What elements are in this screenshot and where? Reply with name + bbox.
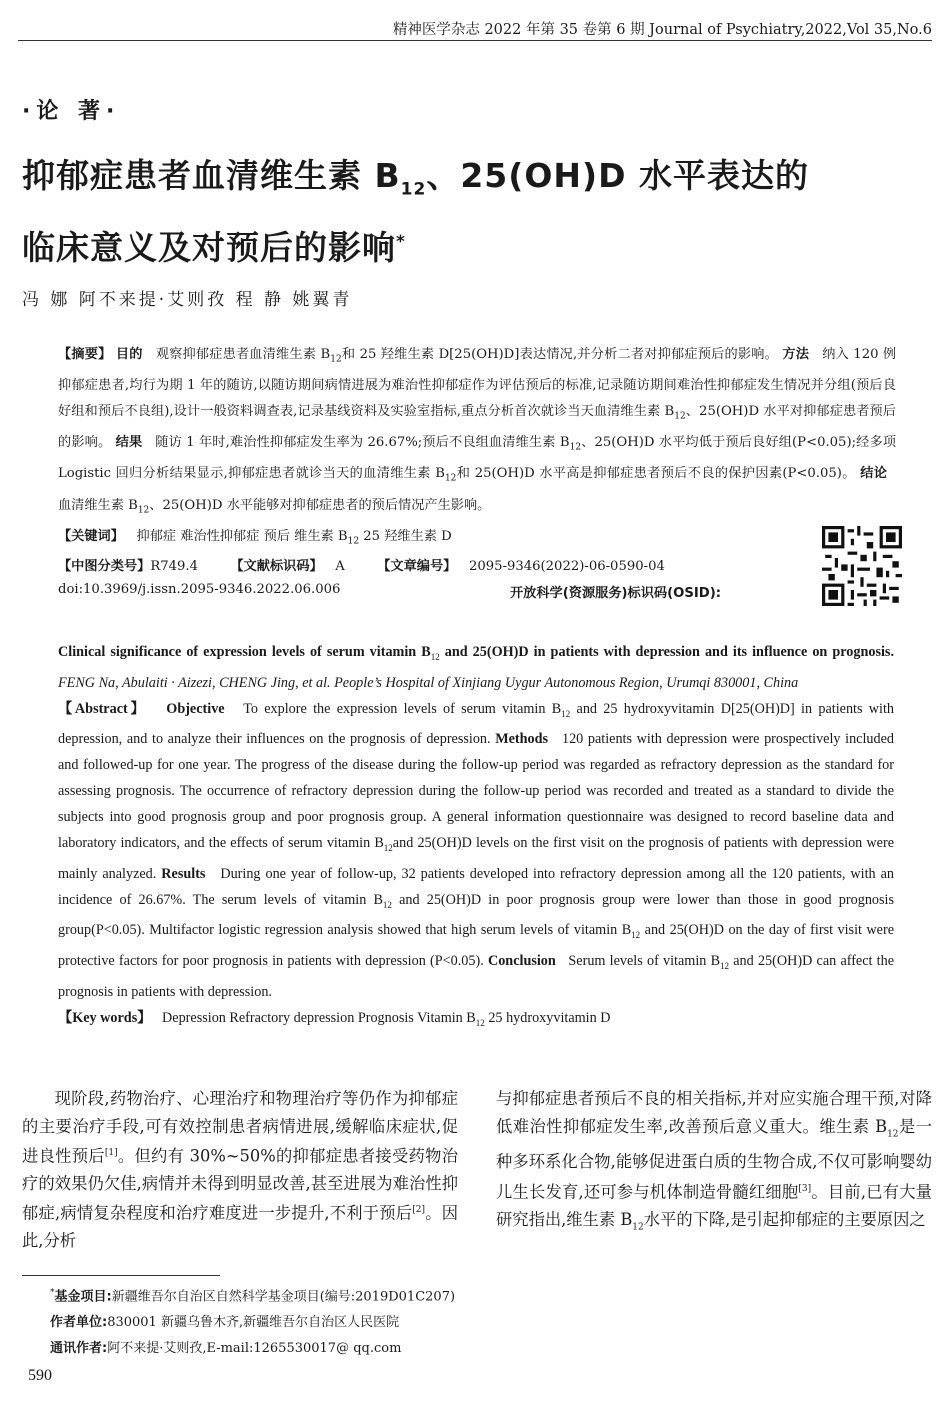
- en-results-sub1: 12: [382, 899, 392, 910]
- unit-text: 830001 新疆乌鲁木齐,新疆维吾尔自治区人民医院: [107, 1315, 400, 1331]
- title-footnote-mark: *: [396, 231, 406, 252]
- en-methods-label: Methods: [495, 731, 549, 748]
- conclusion-sub: 12: [137, 505, 150, 516]
- page-number: 590: [28, 1367, 52, 1384]
- methods-label: 方法: [782, 347, 810, 362]
- fund-star: *: [50, 1288, 55, 1298]
- cn-abstract: [58, 342, 896, 524]
- footnote-corresponding: [50, 1336, 455, 1362]
- en-keywords-a: Depression Refractory depression Prognosis Vitamin B: [162, 1009, 476, 1026]
- en-keywords-b: 25 hydroxyvitamin D: [484, 1009, 611, 1026]
- classification-line: [58, 555, 665, 574]
- results-text-b: 、25(OH)D 水平均低于预后良好组(P<0.05);经多项 Logistic 回归分析结果显示,抑郁症患者就诊当天的血清维生素 B: [58, 435, 897, 482]
- objective-text-b: 和 25 羟维生素 D[25(OH)D]表达情况,并分析二者对抑郁症预后的影响。: [341, 347, 778, 362]
- conclusion-label: 结论: [860, 466, 888, 482]
- en-conclusion-b: and 25(OH)D can affect the prognosis in patients with depression.: [58, 953, 895, 1000]
- body-right-column: [496, 1085, 932, 1241]
- corr-label: 通讯作者:: [50, 1341, 108, 1357]
- body-right-b: 是一种多环系化合物,能够促进蛋白质的生物合成,不仅可影响婴幼儿生长发育,还可参与机体制造骨髓红细胞: [496, 1116, 932, 1202]
- en-methods: 120 patients with depression were prospectively included and followed-up for one year. The progress of the disease during the follow-up period was regarded as refractory depression as the standard for assessing prognosis. The occurrence of refractory depression during the follow-up period was recorded and treated as a standard to divide the subjects into good prognosis group and poor prognosis group. A general information questionnaire was designed to record baseline data and laboratory indicators, and the effects of serum vitamin B: [58, 731, 894, 851]
- objective-label: 目的: [115, 347, 143, 362]
- footnotes: [50, 1280, 455, 1362]
- en-abstract-label: 【Abstract】: [58, 700, 148, 717]
- journal-header: 精神医学杂志 2022 年第 35 卷第 6 期 Journal of Psychiatry,2022,Vol 35,No.6: [392, 22, 932, 38]
- cn-keywords: [58, 525, 452, 547]
- body-right-sub2: 12: [632, 1221, 644, 1232]
- results-text-a: 随访 1 年时,难治性抑郁症发生率为 26.67%;预后不良组血清维生素 B: [155, 435, 570, 451]
- citation-2[interactable]: [2]: [412, 1205, 425, 1216]
- conclusion-text-b: 、25(OH)D 水平能够对抑郁症患者的预后情况产生影响。: [149, 497, 491, 513]
- methods-sub: 12: [674, 411, 686, 422]
- en-results-c: and 25(OH)D on the day of first visit were protective factors for poor prognosis in patients with depression (P<0.05).: [58, 922, 894, 970]
- en-conclusion-sub: 12: [720, 960, 730, 971]
- en-methods-sub: 12: [383, 842, 393, 853]
- doc-code-label: 【文献标识码】: [230, 559, 323, 574]
- clc-value: R749.4: [150, 559, 198, 574]
- doi: doi:10.3969/j.issn.2095-9346.2022.06.006: [58, 582, 341, 597]
- objective-sub: 12: [330, 354, 342, 365]
- body-right-d: 水平的下降,是引起抑郁症的主要原因之: [643, 1209, 926, 1229]
- results-label: 结果: [115, 435, 143, 451]
- en-results-label: Results: [161, 865, 206, 882]
- title-line1-a: 抑郁症患者血清维生素 B: [22, 156, 401, 195]
- en-results-sub2: 12: [631, 930, 641, 941]
- en-objective-b: and 25 hydroxyvitamin D[25(OH)D] in patients with depression, and to analyze their influences on the prognosis of depression.: [58, 700, 895, 748]
- abstract-label: 【摘要】: [58, 347, 112, 362]
- methods-text-b: 、25(OH)D 水平对抑郁症患者预后的影响。: [58, 403, 896, 451]
- doc-code-value: A: [335, 559, 345, 574]
- fund-label: 基金项目:: [54, 1289, 112, 1305]
- keywords-sub: 12: [347, 536, 360, 547]
- citation-1[interactable]: [1]: [104, 1148, 118, 1158]
- authors: 冯 娜 阿不来提·艾则孜 程 静 姚翼青: [22, 290, 353, 310]
- article-no-label: 【文章编号】: [377, 559, 457, 574]
- keywords-text-b: 25 羟维生素 D: [359, 529, 452, 544]
- unit-label: 作者单位:: [50, 1315, 108, 1331]
- clc-label: 【中图分类号】: [58, 559, 151, 574]
- body-left-column: [22, 1085, 458, 1255]
- keywords-label: 【关键词】: [58, 529, 124, 544]
- citation-3[interactable]: [3]: [798, 1183, 812, 1194]
- footnote-rule: [22, 1275, 220, 1276]
- body-right-c: 。目前,已有大量研究指出,维生素 B: [496, 1182, 932, 1229]
- en-conclusion-a: Serum levels of vitamin B: [568, 953, 721, 970]
- results-text-c: 和 25(OH)D 水平高是抑郁症患者预后不良的保护因素(P<0.05)。: [456, 466, 856, 482]
- article-no-value: 2095-9346(2022)-06-0590-04: [468, 559, 665, 574]
- conclusion-text-a: 血清维生素 B: [58, 497, 138, 513]
- en-keywords-label: 【Key words】: [58, 1009, 152, 1026]
- en-keywords-sub: 12: [475, 1017, 485, 1028]
- title-line1-b: 、25(OH)D 水平表达的: [426, 156, 809, 195]
- english-abstract: [58, 640, 894, 1036]
- article-title: [22, 150, 890, 274]
- en-objective-label: Objective: [166, 700, 225, 717]
- results-sub2: 12: [444, 473, 457, 484]
- en-objective-sub: 12: [561, 708, 571, 719]
- keywords-text-a: 抑郁症 难治性抑郁症 预后 维生素 B: [136, 529, 348, 544]
- footnote-fund: [50, 1280, 455, 1310]
- en-authors: FENG Na, Abulaiti · Aizezi, CHENG Jing, et al. People’s Hospital of Xinjiang Uygur Autonomous Region, Urumqi 830001, China: [58, 674, 799, 691]
- body-left-a: 现阶段,药物治疗、心理治疗和物理治疗等仍作为抑郁症的主要治疗手段,可有效控制患者病情进展,缓解临床症状,促进良性预后: [22, 1089, 458, 1166]
- en-title-b: and 25(OH)D in patients with depression and its influence on prognosis.: [439, 644, 894, 660]
- en-results-a: During one year of follow-up, 32 patients developed into refractory depression among all the 120 patients, with an incidence of 26.67%. The serum levels of vitamin B: [58, 865, 894, 908]
- body-left-b: 。但约有 30%~50%的抑郁症患者接受药物治疗的效果仍欠佳,病情并未得到明显改善,甚至进展为难治性抑郁症,病情复杂程度和治疗难度进一步提升,不利于预后: [22, 1146, 458, 1223]
- body-right-sub1: 12: [887, 1128, 899, 1139]
- body-right-a: 与抑郁症患者预后不良的相关指标,并对应实施合理干预,对降低难治性抑郁症发生率,改善预后意义重大。维生素 B: [496, 1089, 932, 1136]
- methods-text-a: 纳入 120 例抑郁症患者,均行为期 1 年的随访,以随访期间病情进展为难治性抑郁症作为评估预后的标准,记录随访期间难治性抑郁症发生情况并分组(预后良好组和预后不良组),设计一般资料调查表,记录基线资料及实验室指标,重点分析首次就诊当天血清维生素 B: [58, 347, 897, 419]
- en-objective-a: To explore the expression levels of serum vitamin B: [243, 700, 562, 717]
- osid-label: 开放科学(资源服务)标识码(OSID):: [510, 586, 722, 601]
- qr-code[interactable]: [822, 526, 902, 606]
- body-left-c: 。因此,分析: [22, 1203, 458, 1251]
- en-results-b: and 25(OH)D in poor prognosis group were lower than those in good prognosis group(P<0.05). Multifactor logistic regression analysis showed that high serum levels of vitamin B: [58, 891, 894, 939]
- en-conclusion-label: Conclusion: [487, 953, 556, 970]
- en-title-sub: 12: [430, 651, 440, 662]
- fund-text: 新疆维吾尔自治区自然科学基金项目(编号:2019D01C207): [111, 1289, 456, 1305]
- header-rule: [18, 40, 932, 41]
- en-title-a: Clinical significance of expression levels of serum vitamin B: [58, 644, 431, 660]
- en-methods-b: and 25(OH)D levels on the first visit on the prognosis of patients with depression were mainly analyzed.: [58, 835, 894, 882]
- corr-text: 阿不来提·艾则孜,E-mail:1265530017@ qq.com: [107, 1341, 402, 1357]
- results-sub1: 12: [569, 442, 582, 453]
- objective-text-a: 观察抑郁症患者血清维生素 B: [155, 347, 331, 362]
- column-label: ·论 著·: [22, 99, 121, 124]
- title-line2: 临床意义及对预后的影响: [22, 227, 396, 267]
- title-line1-sub: 12: [400, 179, 427, 200]
- footnote-unit: [50, 1310, 455, 1336]
